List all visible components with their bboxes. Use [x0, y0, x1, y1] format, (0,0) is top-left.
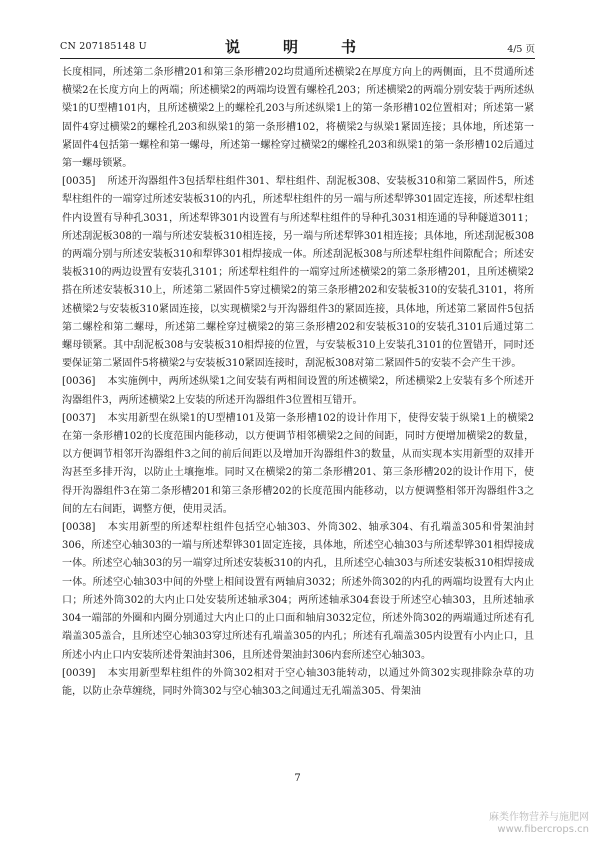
paragraph-text: 本实用新型在纵梁1的U型槽101及第一条形槽102的设计作用下，使得安装于纵梁1上的横梁2在第一条形槽102的长度范围内能移动，以方便调节相邻横梁2之间的间距，同时方便增加横梁2的数量，以方便调节相邻开沟器组件3之间的前后间距以及增加开沟器组件3的数量，从而实现本实用新型的双排开沟甚至多排开沟，以防止土壤拖堆。同时又在横梁2的第二条形槽201、第三条形槽202的设计作用下，使得开沟器组件3在第二条形槽201和第三条形槽202的长度范围内能移动，以方便调整相邻开沟器组件3之间的左右间距，调整方便，使用灵活。 [62, 412, 534, 515]
page-header [60, 36, 535, 59]
watermark-site-name: 麻类作物营养与施肥网 [489, 812, 589, 823]
paragraph-text: 所述开沟器组件3包括犁柱组件301、犁柱组件、刮泥板308、安装板310和第二紧固件5，所述犁柱组件的一端穿过所述安装板310的内孔，所述犁柱组件的另一端与所述犁铧301固定连接，所述犁柱组件内设置有导种孔3031，所述犁铧301内设置有与所述犁柱组件的导种孔3031相连通的导种隧道3011；所述刮泥板308的一端与所述安装板310相连接，另一端与所述犁铧301相连接；具体地，所述刮泥板308的两端分别与所述安装板310和犁铧301相焊接成一体。所述刮泥板308与所述犁柱组件间隙配合；所述安装板310的两边设置有安装孔3101；所述犁柱组件的一端穿过所述横梁2的第二条形槽201，且所述横梁2搭在所述安装板310上，所述第二紧固件5穿过横梁2的第三条形槽202和安装板310的安装孔3101，将所述横梁2与安装板310紧固连接，以实现横梁2与开沟器组件3的紧固连接，具体地，所述第二紧固件5包括第二螺栓和第二螺母，所述第二螺栓穿过横梁2的第三条形槽202和安装板310的安装孔3101后通过第二螺母锁紧。其中刮泥板308与安装板310相焊接的位置，与安装板310上安装孔3101的位置错开，同时还要保证第二紧固件5将横梁2与安装板310紧固连接时，刮泥板308对第二紧固件5的安装不会产生干涉。 [62, 176, 534, 370]
document-title: 说 明 书 [224, 38, 370, 56]
paragraph-number: [0035] [62, 176, 96, 188]
watermark [489, 812, 589, 836]
document-number: CN 207185148 U [60, 41, 147, 52]
paragraph-number: [0037] [62, 412, 96, 424]
paragraph-text: 长度相同，所述第二条形槽201和第三条形槽202均贯通所述横梁2在厚度方向上的两侧面，且不贯通所述横梁2在长度方向上的两端；所述横梁2的两端均设置有螺栓孔203；所述横梁2的两端分别安装于两所述纵梁1的U型槽101内，且所述横梁2上的螺栓孔203与所述纵梁1上的第一条形槽102位置相对；所述第一紧固件4穿过横梁2的螺栓孔203和纵梁1的第一条形槽102，将横梁2与纵梁1紧固连接；具体地，所述第一紧固件4包括第一螺栓和第一螺母，所述第一螺栓穿过横梁2的螺栓孔203和纵梁1的第一条形槽102后通过第一螺母锁紧。 [62, 67, 534, 170]
paragraph-number: [0036] [62, 376, 96, 388]
paragraph-0036 [62, 373, 534, 409]
paragraph-0039 [62, 665, 534, 701]
watermark-url: www.fibercrops.cn [497, 824, 589, 835]
page-count: 4/5 页 [507, 44, 535, 55]
document-body [62, 64, 534, 701]
paragraph-0035 [62, 173, 534, 373]
paragraph-number: [0039] [62, 667, 96, 679]
paragraph-continued [62, 64, 534, 173]
paragraph-number: [0038] [62, 522, 96, 534]
paragraph-0037 [62, 410, 534, 519]
paragraph-text: 本实用新型犁柱组件的外筒302相对于空心轴303能转动，以通过外筒302实现排除杂草的功能，以防止杂草缠绕，同时外筒302与空心轴303之间通过无孔端盖305、骨架油 [62, 667, 534, 697]
page-number: 7 [294, 773, 301, 784]
paragraph-text: 本实用新型的所述犁柱组件包括空心轴303、外筒302、轴承304、有孔端盖305和骨架油封306，所述空心轴303的一端与所述犁铧301固定连接，具体地，所述空心轴303与所述犁铧301相焊接成一体。所述空心轴303的另一端穿过所述安装板310的内孔，且所述空心轴303与所述安装板310相焊接成一体。所述空心轴303中间的外壁上相间设置有两轴肩3032；所述外筒302的内孔的两端均设置有大内止口；所述外筒302的大内止口处安装所述轴承304；两所述轴承304套设于所述空心轴303，且所述轴承304一端部的外圈和内圈分别通过大内止口的止口面和轴肩3032定位，所述外筒302的两端通过所述有孔端盖305盖合，且所述空心轴303穿过所述有孔端盖305的内孔；所述有孔端盖305内设置有小内止口，且所述小内止口内安装所述骨架油封306，且所述骨架油封306内套所述空心轴303。 [62, 522, 534, 661]
paragraph-text: 本实施例中，两所述纵梁1之间安装有两相间设置的所述横梁2，所述横梁2上安装有多个所述开沟器组件3，两所述横梁2上安装的所述开沟器组件3位置相互错开。 [62, 376, 534, 406]
paragraph-0038 [62, 519, 534, 665]
